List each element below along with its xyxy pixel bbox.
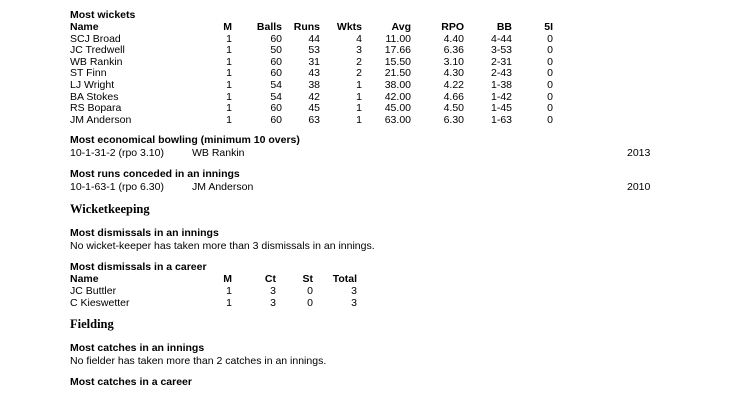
runs-conceded-figure: 10-1-63-1 (rpo 6.30) <box>70 181 164 194</box>
table-cell: BA Stokes <box>70 90 119 103</box>
economical-year: 2013 <box>627 147 651 160</box>
table-cell: 4.50 <box>443 102 464 115</box>
table-cell: 1 <box>226 102 232 115</box>
table-row <box>70 286 357 298</box>
table-cell: 4.66 <box>443 90 464 103</box>
col-st: St <box>302 273 313 286</box>
table-cell: 3 <box>351 284 357 297</box>
col-rpo: RPO <box>441 21 464 33</box>
table-cell: SCJ Broad <box>70 32 121 45</box>
table-cell: 1 <box>226 78 232 91</box>
fielding-innings-text: No fielder has taken more than 2 catches in an innings. <box>70 355 327 368</box>
table-cell: 1 <box>356 113 362 126</box>
table-cell: 38.00 <box>384 78 411 91</box>
table-cell: 4.40 <box>443 32 464 45</box>
table-cell: JM Anderson <box>70 113 132 126</box>
table-cell: 45 <box>308 102 320 115</box>
table-cell: 38 <box>308 78 320 91</box>
keeper-career-table <box>70 274 357 309</box>
table-cell: 54 <box>270 78 282 91</box>
table-cell: 43 <box>308 67 320 80</box>
col-bb: BB <box>496 21 512 33</box>
fielding-heading: Fielding <box>70 317 114 332</box>
table-cell: 1-42 <box>490 90 512 103</box>
table-cell: 2 <box>356 67 362 80</box>
table-row <box>70 298 357 310</box>
col-name: Name <box>70 21 99 33</box>
table-cell: 1 <box>226 90 232 103</box>
col-total: Total <box>332 273 357 286</box>
table-cell: LJ Wright <box>70 78 115 91</box>
table-cell: 1-63 <box>490 113 512 126</box>
table-cell: JC Buttler <box>70 284 117 297</box>
table-cell: 63.00 <box>384 113 411 126</box>
table-cell: 42.00 <box>384 90 411 103</box>
col-wkts: Wkts <box>336 21 362 33</box>
table-cell: WB Rankin <box>70 55 123 68</box>
table-cell: 0 <box>547 67 553 80</box>
table-cell: 1 <box>356 102 362 115</box>
table-cell: 31 <box>308 55 320 68</box>
table-cell: 1 <box>356 90 362 103</box>
table-cell: 54 <box>270 90 282 103</box>
col-runs: Runs <box>293 21 320 33</box>
table-cell: 60 <box>270 113 282 126</box>
table-cell: 63 <box>308 113 320 126</box>
table-cell: 15.50 <box>384 55 411 68</box>
table-cell: 4 <box>356 32 362 45</box>
col-m: M <box>223 21 232 33</box>
table-cell: 60 <box>270 32 282 45</box>
table-cell: 0 <box>307 284 313 297</box>
table-cell: 3 <box>356 44 362 57</box>
table-cell: 3 <box>351 296 357 309</box>
keeper-career-body <box>70 286 357 309</box>
fielding-innings-title: Most catches in an innings <box>70 342 205 355</box>
col-ct: Ct <box>264 273 276 286</box>
table-cell: RS Bopara <box>70 102 122 115</box>
col-5i: 5I <box>544 21 553 33</box>
table-cell: 17.66 <box>384 44 411 57</box>
runs-conceded-row <box>70 181 710 194</box>
economical-row <box>70 147 710 160</box>
table-cell: 3-53 <box>490 44 512 57</box>
table-cell: 1 <box>226 113 232 126</box>
table-row <box>70 80 553 92</box>
wicketkeeping-heading: Wicketkeeping <box>70 202 150 217</box>
table-cell: 3 <box>270 284 276 297</box>
keeper-innings-text: No wicket-keeper has taken more than 3 dismissals in an innings. <box>70 240 375 253</box>
table-header-row <box>70 22 553 34</box>
stats-page <box>70 9 710 389</box>
runs-conceded-player: JM Anderson <box>192 181 254 194</box>
table-cell: 1 <box>226 32 232 45</box>
table-cell: 1 <box>226 67 232 80</box>
col-name: Name <box>70 273 99 286</box>
economical-title: Most economical bowling (minimum 10 overs) <box>70 134 300 147</box>
table-cell: 0 <box>547 44 553 57</box>
table-cell: 1 <box>356 78 362 91</box>
table-cell: 60 <box>270 67 282 80</box>
table-cell: C Kieswetter <box>70 296 130 309</box>
table-cell: 1 <box>226 284 232 297</box>
table-cell: 42 <box>308 90 320 103</box>
table-cell: 6.36 <box>443 44 464 57</box>
table-row <box>70 103 553 115</box>
runs-conceded-year: 2010 <box>627 181 651 194</box>
table-cell: 0 <box>547 113 553 126</box>
table-cell: 1-38 <box>490 78 512 91</box>
runs-conceded-title: Most runs conceded in an innings <box>70 168 240 181</box>
most-wickets-title: Most wickets <box>70 9 136 21</box>
keeper-innings-title: Most dismissals in an innings <box>70 227 219 240</box>
table-cell: 44 <box>308 32 320 45</box>
table-cell: 53 <box>308 44 320 57</box>
table-cell: 0 <box>547 32 553 45</box>
table-row <box>70 115 553 127</box>
table-cell: 45.00 <box>384 102 411 115</box>
table-cell: 1 <box>226 296 232 309</box>
table-cell: 2-43 <box>490 67 512 80</box>
table-cell: 3.10 <box>443 55 464 68</box>
economical-player: WB Rankin <box>192 147 245 160</box>
col-avg: Avg <box>391 21 411 33</box>
most-wickets-table <box>70 22 553 126</box>
keeper-career-title: Most dismissals in a career <box>70 261 207 274</box>
table-cell: 60 <box>270 55 282 68</box>
table-cell: 0 <box>547 55 553 68</box>
table-cell: 1 <box>226 44 232 57</box>
col-m: M <box>223 273 232 286</box>
table-cell: 4-44 <box>490 32 512 45</box>
table-cell: 6.30 <box>443 113 464 126</box>
table-cell: 1-45 <box>490 102 512 115</box>
table-cell: 60 <box>270 102 282 115</box>
economical-figure: 10-1-31-2 (rpo 3.10) <box>70 147 164 160</box>
table-cell: 2-31 <box>490 55 512 68</box>
most-wickets-body <box>70 34 553 127</box>
table-cell: JC Tredwell <box>70 44 125 57</box>
table-cell: 3 <box>270 296 276 309</box>
table-cell: 4.30 <box>443 67 464 80</box>
table-cell: 1 <box>226 55 232 68</box>
table-cell: 0 <box>547 78 553 91</box>
table-cell: 2 <box>356 55 362 68</box>
table-cell: 4.22 <box>443 78 464 91</box>
table-cell: 11.00 <box>385 32 411 45</box>
table-cell: 0 <box>547 90 553 103</box>
table-cell: 21.50 <box>384 67 411 80</box>
table-cell: 0 <box>547 102 553 115</box>
fielding-career-title: Most catches in a career <box>70 376 192 389</box>
table-cell: 50 <box>270 44 282 57</box>
table-cell: ST Finn <box>70 67 107 80</box>
table-cell: 0 <box>307 296 313 309</box>
col-balls: Balls <box>256 21 282 33</box>
